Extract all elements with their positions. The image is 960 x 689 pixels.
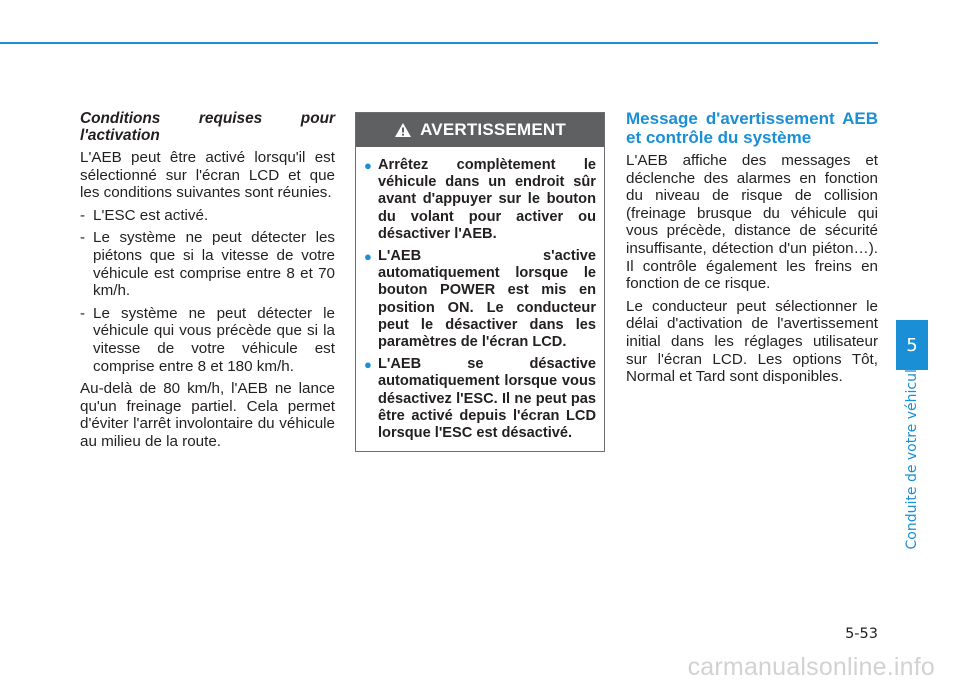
condition-item: - Le système ne peut détecter le véhicule qui vous précède que si la vitesse de votre véhicule est comprise entre 8 et 180 km/h. (80, 304, 335, 375)
bullet-icon: ● (364, 249, 372, 265)
chapter-title: Conduite de votre véhicule (904, 360, 920, 550)
warning-title: AVERTISSEMENT (420, 120, 566, 139)
warning-box (355, 112, 605, 452)
warning-item (364, 157, 596, 243)
condition-item: - L'ESC est activé. (80, 207, 335, 225)
warning-item (364, 356, 596, 442)
warning-item-text: L'AEB s'active automatiquement lorsque le bouton POWER est mis en position ON. Le conducteur peut le désactiver dans les paramètres de l'écran LCD. (378, 248, 596, 351)
left-column (80, 110, 335, 456)
warning-item (364, 248, 596, 351)
warning-timing-paragraph: Le conducteur peut sélectionner le délai d'activation de l'avertissement initial dans les réglages utilisateur sur l'écran LCD. Les options Tôt, Normal et Tard sont disponibles. (626, 297, 878, 386)
bullet-icon: ● (364, 357, 372, 373)
warning-list (356, 147, 604, 442)
aeb-message-heading: Message d'avertissement AEB et contrôle du système (626, 109, 878, 147)
activation-conditions-heading: Conditions requises pour l'activation (80, 110, 335, 144)
bullet-icon: ● (364, 158, 372, 173)
watermark-text: carmanualsonline.info (687, 653, 935, 681)
right-column (626, 110, 878, 391)
partial-braking-note: Au-delà de 80 km/h, l'AEB ne lance qu'un freinage partiel. Cela permet d'éviter l'arrêt involontaire du véhicule au milieu de la route. (80, 380, 335, 450)
condition-text: L'ESC est activé. (93, 206, 209, 224)
aeb-message-paragraph: L'AEB affiche des messages et déclenche des alarmes en fonction du niveau de risque de collision (freinage brusque du véhicule qui vous précède, distance de sécurité insuffisante, détection d'un piéton…). Il contrôle également les freins en fonction de ce risque. (626, 152, 878, 293)
condition-item: - Le système ne peut détecter les piétons que si la vitesse de votre véhicule est comprise entre 8 et 70 km/h. (80, 229, 335, 300)
activation-intro: L'AEB peut être activé lorsqu'il est sélectionné sur l'écran LCD et que les conditions suivantes sont réunies. (80, 149, 335, 202)
condition-text: Le système ne peut détecter les piétons que si la vitesse de votre véhicule est comprise entre 8 et 70 km/h. (93, 229, 335, 300)
warning-header (356, 113, 604, 147)
page-number: 5-53 (845, 626, 878, 642)
condition-text: Le système ne peut détecter le véhicule qui vous précède que si la vitesse de votre véhicule est comprise entre 8 et 180 km/h. (93, 304, 335, 375)
chapter-number-tab: 5 (896, 320, 928, 370)
header-rule (0, 42, 878, 44)
warning-item-text: Arrêtez complètement le véhicule dans un endroit sûr avant d'appuyer sur le bouton du volant pour activer ou désactiver l'AEB. (378, 157, 596, 242)
warning-item-text: L'AEB se désactive automatiquement lorsque vous désactivez l'ESC. Il ne peut pas être activé depuis l'écran LCD lorsque l'ESC est désactivé. (378, 356, 596, 442)
warning-triangle-icon (394, 122, 412, 138)
